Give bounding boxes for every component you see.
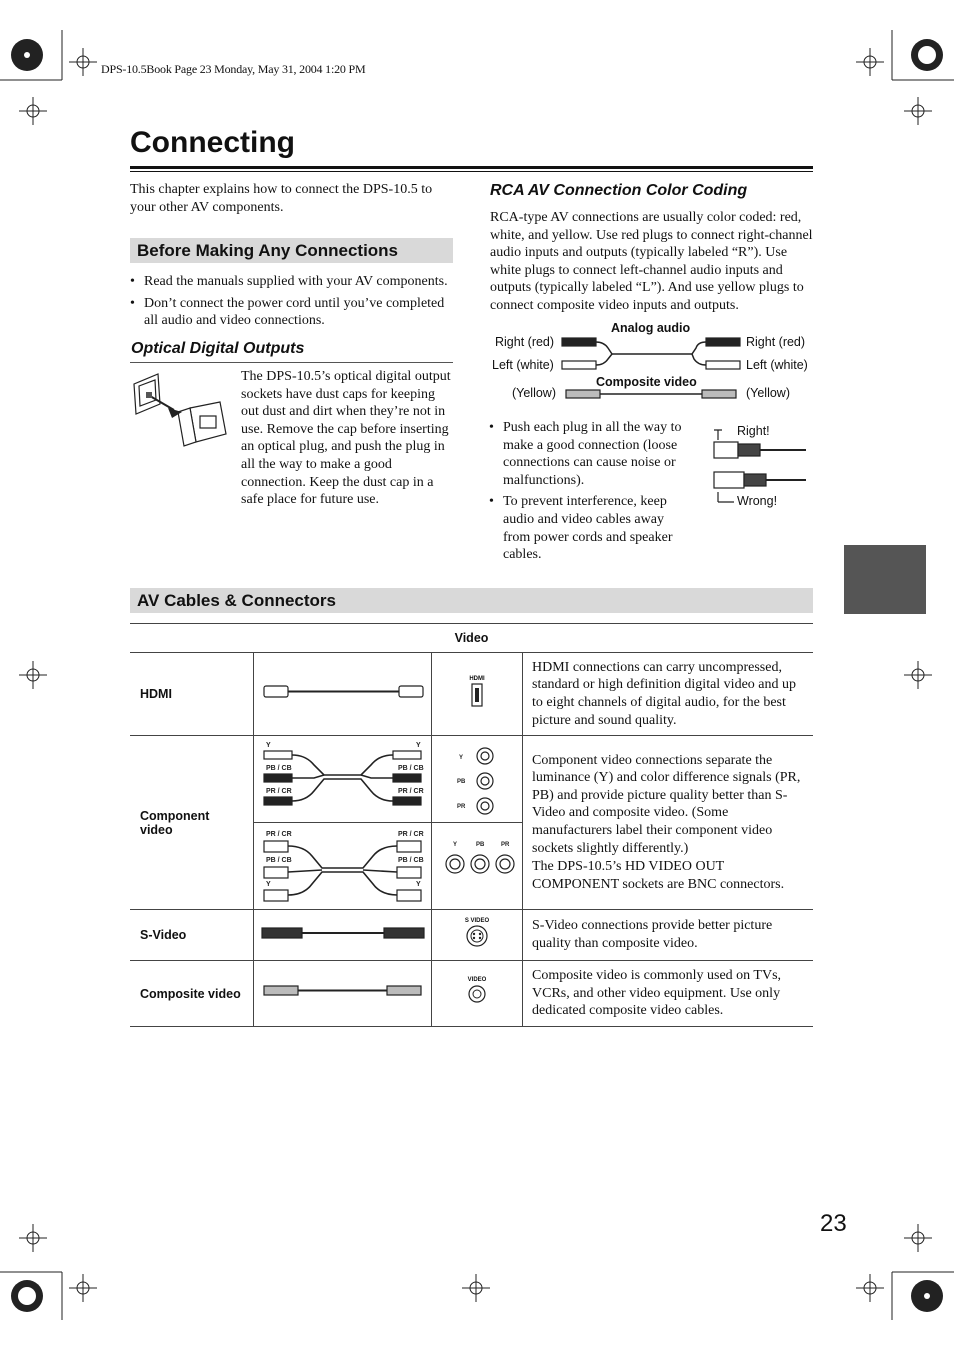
composite-description: Composite video is commonly used on TVs, VCRs, and other video equipment. Use only dedicated composite video cables.: [523, 961, 814, 1027]
hdmi-cable-drawing: [254, 653, 432, 736]
optical-rule: [130, 362, 453, 363]
chapter-tab: [844, 545, 926, 614]
bnc-label-pr-left: PR / CR: [266, 830, 292, 838]
print-header: DPS-10.5Book Page 23 Monday, May 31, 2004 1:20 PM: [101, 62, 366, 76]
table-row: [130, 736, 813, 823]
table-row: [130, 653, 813, 736]
analog-audio-label: Analog audio: [611, 321, 691, 335]
label-y-right: Y: [416, 741, 421, 749]
page-title: Connecting: [130, 126, 295, 159]
list-item: • Don’t connect the power cord until you’ve completed all audio and video connections.: [130, 295, 456, 330]
list-item: • To prevent interference, keep audio and video cables away from power cords and speaker cables.: [489, 493, 689, 563]
svideo-description: S-Video connections provide better picture quality than composite video.: [523, 910, 814, 961]
socket-label-pb: PB: [457, 778, 466, 785]
composite-socket: [432, 961, 523, 1027]
page-number: 23: [820, 1210, 847, 1237]
section-av-cables: AV Cables & Connectors: [130, 588, 813, 613]
optical-text: The DPS-10.5’s optical digital output sockets have dust caps for keeping out dust and dirt when they’re not in use. Remove the cap before inserting an optical plug, and push the plug in all the way to make a good connection. Keep the dust cap in a safe place for future use.: [241, 369, 451, 508]
socket-label: VIDEO: [467, 977, 487, 983]
av-cables-table: [130, 623, 813, 1027]
composite-cable-drawing: [254, 961, 432, 1027]
section-before-connections: Before Making Any Connections: [130, 238, 453, 263]
bnc-label-pb-right: PB / CB: [398, 856, 424, 864]
rca-heading: RCA AV Connection Color Coding: [490, 182, 748, 199]
composite-video-label: Composite video: [596, 375, 697, 389]
component-description: Component video connections separate the luminance (Y) and color difference signals (PR, PB) and provide picture quality better than S-Video and composite video. (Some manufacturers label their component video sockets slightly differently.) The DPS-10.5’s HD VIDEO OUT COMPONENT sockets are BNC connectors.: [523, 736, 814, 910]
socket-label: HDMI: [469, 675, 485, 682]
title-rule-thin: [130, 171, 813, 172]
svideo-cable-drawing: [254, 910, 432, 961]
component-bnc-sockets: [432, 823, 523, 910]
svideo-socket: [432, 910, 523, 961]
intro-text: This chapter explains how to connect the DPS-10.5 to your other AV components.: [130, 182, 433, 215]
row-label-composite: Composite video: [130, 961, 254, 1027]
svideo-port-icon: [465, 924, 489, 948]
right-label: Right!: [737, 424, 770, 438]
right-red-label-left: Right (red): [495, 335, 555, 349]
row-label-hdmi: HDMI: [130, 653, 254, 736]
socket-label-y: Y: [459, 754, 464, 761]
left-white-label-left: Left (white): [492, 358, 554, 372]
title-rule: [130, 166, 813, 169]
table-header: Video: [130, 624, 813, 653]
plug-insertion-diagram: [710, 428, 810, 504]
list-item: • Push each plug in all the way to make a good connection (loose connections can cause noise or malfunctions).: [489, 419, 699, 489]
bnc-label-pr-right: PR / CR: [398, 830, 424, 838]
left-white-label-right: Left (white): [746, 358, 808, 372]
table-row: [130, 910, 813, 961]
rca-text: RCA-type AV connections are usually color coded: red, white, and yellow. Use red plugs to connect right-channel audio inputs and outputs (typically labeled “R”). Use white plugs to connect left-channel audio inputs and outputs (typically labeled “L”). And use yellow plugs to connect composite video inputs and outputs.: [490, 210, 813, 313]
hdmi-socket: [432, 653, 523, 736]
before-bullets: [130, 273, 456, 330]
bnc-socket-label-pr: PR: [501, 841, 510, 848]
right-red-label-right: Right (red): [746, 335, 806, 349]
component-bnc-cable-drawing: [254, 823, 432, 910]
bnc-socket-label-pb: PB: [476, 841, 485, 848]
label-pr-right: PR / CR: [398, 787, 424, 795]
rca-bullets: [489, 419, 699, 564]
optical-heading: Optical Digital Outputs: [131, 340, 305, 357]
label-y-left: Y: [266, 741, 271, 749]
socket-label-pr: PR: [457, 803, 466, 810]
bnc-label-y-right: Y: [416, 880, 421, 888]
optical-dust-cap-illustration: [130, 372, 232, 456]
rca-port-icon: [466, 983, 488, 1005]
bnc-label-pb-left: PB / CB: [266, 856, 292, 864]
bnc-socket-label-y: Y: [453, 841, 458, 848]
hdmi-port-icon: [470, 682, 484, 708]
label-pb-right: PB / CB: [398, 764, 424, 772]
hdmi-description: HDMI connections can carry uncompressed, standard or high definition digital video and up to eight channels of digital audio, for the best picture and sound quality.: [523, 653, 814, 736]
yellow-label-right: (Yellow): [746, 386, 791, 400]
row-label-svideo: S-Video: [130, 910, 254, 961]
row-label-component: Component video: [130, 736, 254, 910]
component-rca-cable-drawing: [254, 736, 432, 823]
rca-cable-diagram: [558, 334, 744, 404]
bnc-label-y-left: Y: [266, 880, 271, 888]
yellow-label-left: (Yellow): [512, 386, 557, 400]
component-rca-sockets: [432, 736, 523, 823]
list-item: • Read the manuals supplied with your AV components.: [130, 273, 456, 291]
wrong-label: Wrong!: [737, 494, 778, 508]
table-row: [130, 961, 813, 1027]
socket-label: S VIDEO: [464, 917, 490, 924]
label-pb-left: PB / CB: [266, 764, 292, 772]
label-pr-left: PR / CR: [266, 787, 292, 795]
